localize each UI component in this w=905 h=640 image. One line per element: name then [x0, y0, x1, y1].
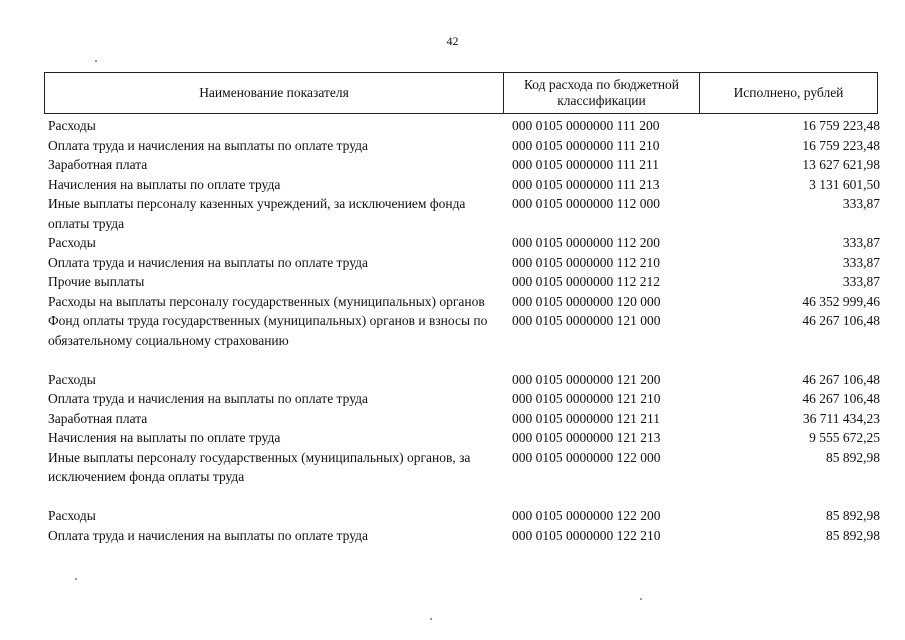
table-row — [48, 409, 880, 429]
row-code: 000 0105 0000000 122 200 — [512, 508, 661, 523]
row-code: 000 0105 0000000 121 210 — [512, 391, 661, 406]
row-name: Заработная плата — [48, 157, 148, 172]
row-amount: 16 759 223,48 — [802, 118, 880, 133]
table-row — [48, 311, 880, 350]
row-amount: 333,87 — [842, 196, 880, 211]
table-row — [48, 253, 880, 273]
table-row — [48, 136, 880, 156]
row-code: 000 0105 0000000 112 000 — [512, 196, 660, 211]
row-name: Расходы — [48, 235, 96, 250]
row-amount: 85 892,98 — [826, 449, 880, 465]
row-name: Фонд оплаты труда государственных (муниципальных) органов и взносы по обязательному социальному страхованию — [48, 313, 488, 348]
table-row — [48, 175, 880, 195]
row-amount: 333,87 — [842, 235, 880, 250]
row-amount: 46 352 999,46 — [802, 293, 880, 309]
table-row — [48, 448, 880, 487]
row-name: Расходы — [48, 508, 96, 523]
row-code: 000 0105 0000000 112 210 — [512, 254, 660, 270]
row-name: Прочие выплаты — [48, 274, 145, 289]
row-code: 000 0105 0000000 111 200 — [512, 118, 660, 133]
row-code: 000 0105 0000000 112 200 — [512, 235, 660, 250]
table-row — [48, 526, 880, 546]
row-code: 000 0105 0000000 111 210 — [512, 137, 660, 153]
row-amount: 333,87 — [842, 254, 880, 270]
scan-speck — [430, 618, 432, 620]
row-name: Расходы — [48, 118, 96, 133]
row-amount: 3 131 601,50 — [809, 176, 880, 192]
row-amount: 16 759 223,48 — [802, 137, 880, 153]
row-name: Оплата труда и начисления на выплаты по оплате труда — [48, 254, 368, 270]
row-name: Оплата труда и начисления на выплаты по оплате труда — [48, 391, 368, 406]
row-amount: 46 267 106,48 — [802, 391, 880, 406]
row-name: Оплата труда и начисления на выплаты по оплате труда — [48, 527, 368, 543]
table-row — [48, 428, 880, 448]
table-header — [44, 72, 878, 114]
row-amount: 9 555 672,25 — [809, 430, 880, 445]
row-code: 000 0105 0000000 121 000 — [512, 313, 661, 328]
header-code: Код расхода по бюджетной классификации — [504, 73, 700, 113]
row-code: 000 0105 0000000 122 210 — [512, 527, 661, 543]
row-name: Иные выплаты персоналу казенных учреждений, за исключением фонда оплаты труда — [48, 196, 466, 231]
header-name: Наименование показателя — [45, 73, 504, 113]
table-row — [48, 194, 880, 233]
row-amount: 46 267 106,48 — [802, 313, 880, 328]
table-row — [48, 506, 880, 526]
scan-speck — [95, 60, 97, 62]
scan-speck — [75, 578, 77, 580]
row-amount: 85 892,98 — [826, 527, 880, 543]
table-row — [48, 116, 880, 136]
row-name: Начисления на выплаты по оплате труда — [48, 430, 281, 445]
table-row — [48, 292, 880, 312]
row-name: Расходы на выплаты персоналу государственных (муниципальных) органов — [48, 293, 485, 309]
row-name: Начисления на выплаты по оплате труда — [48, 176, 281, 192]
row-code: 000 0105 0000000 121 200 — [512, 371, 661, 387]
row-code: 000 0105 0000000 121 213 — [512, 430, 661, 445]
table-row — [48, 370, 880, 390]
row-code: 000 0105 0000000 120 000 — [512, 293, 661, 309]
row-amount: 333,87 — [842, 274, 880, 289]
page-number: 42 — [446, 34, 459, 48]
table-row — [48, 272, 880, 292]
table-row — [48, 155, 880, 175]
table-body — [48, 116, 880, 545]
table-row — [48, 233, 880, 253]
row-amount: 46 267 106,48 — [802, 371, 880, 387]
row-name: Расходы — [48, 371, 96, 387]
row-name: Иные выплаты персоналу государственных (муниципальных) органов, за исключением фонда оплаты труда — [48, 449, 471, 484]
row-name: Оплата труда и начисления на выплаты по оплате труда — [48, 137, 368, 153]
row-code: 000 0105 0000000 111 211 — [512, 157, 659, 172]
scan-speck — [640, 598, 642, 600]
row-amount: 13 627 621,98 — [802, 157, 880, 172]
row-code: 000 0105 0000000 122 000 — [512, 449, 661, 465]
row-name: Заработная плата — [48, 410, 148, 426]
row-amount: 85 892,98 — [826, 508, 880, 523]
row-code: 000 0105 0000000 121 211 — [512, 410, 660, 426]
header-amount: Исполнено, рублей — [733, 85, 844, 100]
row-amount: 36 711 434,23 — [802, 410, 880, 426]
table-row — [48, 389, 880, 409]
row-code: 000 0105 0000000 112 212 — [512, 274, 660, 289]
row-code: 000 0105 0000000 111 213 — [512, 176, 660, 192]
